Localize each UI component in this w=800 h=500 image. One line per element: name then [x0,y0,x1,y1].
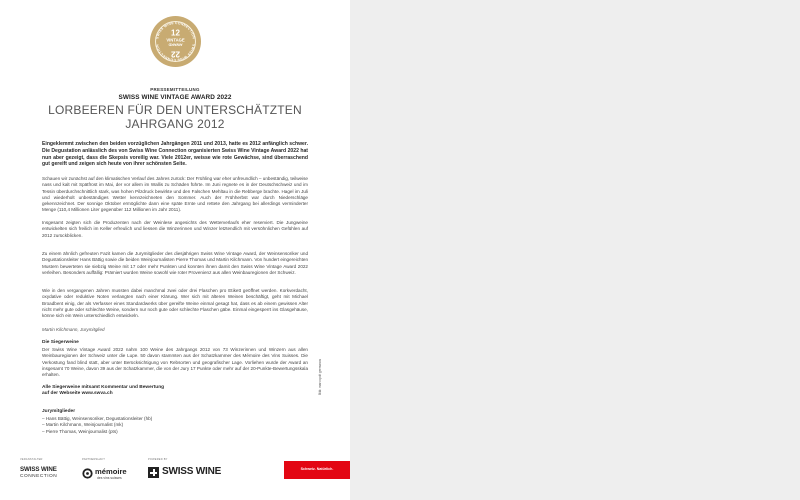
lead-paragraph: Eingeklemmt zwischen den beiden vorzüglichen Jahrgängen 2011 und 2013, hatte es 2012 anfänglich schwer. Die Degustation anlässlich des von Swiss Wine Connection organisierten Swiss Wine Vintage Award 2022 hat nun aber gezeigt, dass die Skepsis voreilig war. Viele 2012er, weisse wie rote Gewächse, sind überraschend gut gereift und zeigen sich heute von ihrer schönsten Seite. [42,141,308,168]
jury-heading: Jurymitglieder [42,409,76,414]
website-link-note [42,385,308,398]
headline: SWISS WINE VINTAGE AWARD 2022 [118,94,232,101]
seal-arc-bottom: SWISS WINE CONNECTION [155,43,196,63]
swc-logo-line2: CONNECTION [20,473,58,479]
seal-graphic [150,16,201,67]
memoire-des-vins-suisses-logo [82,466,142,482]
body-paragraph-3: Zu einem ähnlich gefreuten Fazit kamen die Jurymitglieder des diesjährigen Swiss Wine Vintage Award, der Weinsensoriker und Degustationsleiter Hans Bättig sowie die beiden Weinjournalisten Pierre Thomas und Martin Kilchmann. Von hundert eingereichten Mustern bewerteten sie siebzig Weine mit 17 oder mehr Punkten und konnten ihnen damit den Swiss Wine Vintage Award 2022 verleihen. Besonders auffällig: Prämiert wurden Weine sowohl wie roter Provenienz aus allen Weinbauregionen der Schweiz. [42,251,308,275]
swiss-wine-logo-text: SWISS WINE [162,466,222,477]
winners-paragraph: Der Swiss Wine Vintage Award 2022 nahm 100 Weine des Jahrgangs 2012 von 73 Winzerinnen und Winzern aus allen Weinbauregionen der Schweiz unter die Lupe. 50 davon stammten aus der Schatzkammer des Mémoire des Vins Suisses. Die Verkostung fand blind statt, aber unter Berücksichtigung von Rebsorten und geografischer Lage. Vorliehen wurde der Award an insgesamt 70 Weine, davon 39 aus der Schatzkammer, die von der Jury 17 Punkte oder mehr auf der 20-Punkte-Bewertungsskala erhalten. [42,347,308,378]
website-link[interactable]: auf der Webseite www.swva.ch [42,391,113,397]
seal-number-top: 12 [171,28,180,38]
photo-credit: Bild: marcopolt germanos [318,358,322,395]
seal-label-line2: AWARD [168,42,183,47]
memoire-logo-subtitle: des vins suisses [97,476,122,480]
kicker: PRESSEMITTEILUNG [150,87,200,92]
title-line-2: JAHRGANG 2012 [125,116,225,131]
byline: Martin Kilchmann, Jurymitglied [42,327,105,332]
press-release-page [0,0,350,500]
swiss-wine-logo [148,465,228,481]
memoire-ring-icon [82,468,93,479]
jury-member: – Martin Kilchmann, Weinjournalist (mk) [42,422,124,428]
swiss-cross-icon [148,467,159,478]
winners-heading: Die Siegerweine [42,340,79,345]
jury-list [42,416,308,435]
body-paragraph-4: Wie in den vergangenen Jahren mussten dabei manchmal zwei oder drei Flaschen pro Etikett geöffnet werden. Korkverdacht, oxydative oder reduktive Noten verlangten nach einer Klärung. Wer sich mit älteren Weinen beschäftigt, geht mit Michael Broadbent einig, der als Verfasser eines Standardwerks über gereifte Weine einmal gesagt hat, dass es ab einem gewissen Alter nicht mehr gute oder schlechte Weine, sondern nur noch gute oder schlechte Flaschen gäbe. Einmal eingesperrt ins Glasgehäuse, könne sich ein Wein unterschiedlich entwickeln. [42,288,308,319]
vintage-award-seal [150,16,201,67]
partner-label: PARTNERSHAFT [82,458,106,461]
body-paragraph-1: Schauen wir zunächst auf den klimatischen Verlauf des Jahres zurück: Der Frühling war eher unfreundlich – unbeständig, teilweise nass und kalt mit Spätfrost im Mai, der vor allem im Wallis zu Schäden führte. Im Juni regnete es in der Deutschschweiz und im Tessin überdurchschnittlich stark, was hohen Pilzdruck bewirkte und den Falschen Mehltau in die Rebberge brachte. Hagel im Juli und wiederholt unbeständiges Wetter kennzeichneten den Sommer. Auch der Frühherbst war durch Niederschläge gekennzeichnet. Der sonnige Oktober ermöglichte dann eine späte Ernte und rettete den Jahrgang bei allerdings verminderter Menge (110,4 Millionen Liter gegenüber 112 Millionen im Jahr 2011). [42,176,308,213]
seal-arc-top: SWISS WINE CONNECTION [155,20,196,40]
link-line-1: Alle Siegerweine mitsamt Kommentar und Bewertung [42,385,165,390]
powered-by-label: POWERED BY [148,458,168,461]
jury-member: – Pierre Thomas, Weinjournalist (pts) [42,428,118,434]
title-line-1: LORBEEREN FÜR DEN UNTERSCHÄTZTEN [48,103,302,117]
page-title [42,104,308,131]
swiss-wine-connection-logo [20,466,70,482]
organizer-label: VERANSTALTER [20,458,43,461]
body-paragraph-2: Insgesamt zeigten sich die Produzenten nach der Weinlese angesichts des Wetterverlaufs eher reserviert. Die Jungweine entwickelten sich freilich im Keller erfreulich und liessen die Winzerinnen und Winzer letztendlich mit versöhnlichen Gefühlen auf 2012 zurückblicken. [42,220,308,238]
banner-slogan: Schweiz. Natürlich. [300,467,334,471]
seal-label-line1: VINTAGE [166,37,185,43]
memoire-logo-name: mémoire [95,467,127,476]
swc-logo-line1: SWISS WINE [20,466,57,473]
red-brand-banner [284,461,350,479]
seal-number-bottom: 22 [171,49,180,59]
jury-member: – Hans Bättig, Weinsensoriker, Degustationsleiter (hb) [42,416,153,421]
